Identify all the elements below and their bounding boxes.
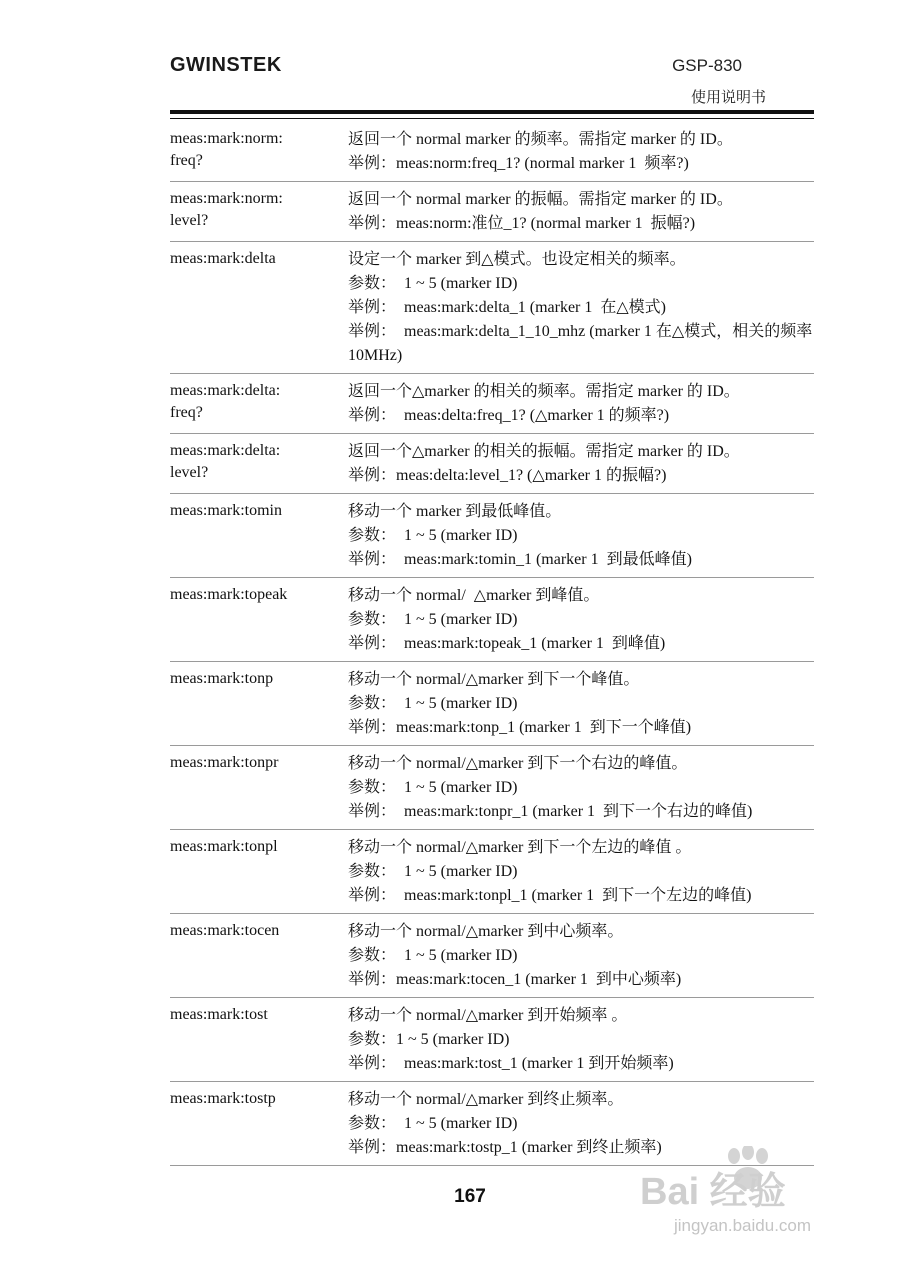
command-description-cell	[348, 242, 817, 374]
baidu-watermark	[640, 1146, 860, 1246]
table-row	[170, 494, 814, 578]
command-description-cell	[348, 374, 814, 434]
table-row	[170, 746, 814, 830]
watermark-url: jingyan.baidu.com	[674, 1216, 812, 1235]
command-description-cell	[348, 746, 814, 830]
command-name-cell	[170, 914, 348, 998]
header-rule-thick	[170, 110, 814, 114]
command-description-line: 移动一个 normal/ △marker 到峰值。	[348, 587, 600, 604]
command-name-cell	[170, 242, 348, 374]
command-description-line: 参数： 1 ~ 5 (marker ID)	[348, 779, 518, 796]
command-name-line: meas:mark:norm:	[170, 130, 283, 147]
command-description-line: 举例： meas:mark:tonpl_1 (marker 1 到下一个左边的峰值)	[348, 887, 752, 904]
command-description-line: 参数： 1 ~ 5 (marker ID)	[348, 947, 518, 964]
command-description-line: 举例：meas:mark:tostp_1 (marker 到终止频率)	[348, 1139, 662, 1156]
brand-logo: GWINSTEK	[170, 54, 282, 76]
command-description-line: 参数： 1 ~ 5 (marker ID)	[348, 863, 518, 880]
table-row	[170, 242, 814, 374]
command-description-line: 举例：meas:mark:tonp_1 (marker 1 到下一个峰值)	[348, 719, 692, 736]
command-description-line: 参数：1 ~ 5 (marker ID)	[348, 1031, 510, 1048]
command-name-cell	[170, 746, 348, 830]
command-description-line: 返回一个 normal marker 的振幅。需指定 marker 的 ID。	[348, 191, 733, 208]
command-description-line: 举例：meas:norm:准位_1? (normal marker 1 振幅?)	[348, 215, 696, 232]
page-number: 167	[454, 1186, 486, 1207]
command-description-line: 举例： meas:delta:freq_1? (△marker 1 的频率?)	[348, 407, 670, 424]
table-row	[170, 374, 814, 434]
command-name-line: meas:mark:tocen	[170, 922, 280, 939]
table-row	[170, 434, 814, 494]
table-row	[170, 830, 814, 914]
command-description-cell	[348, 830, 814, 914]
command-description-line: 返回一个 normal marker 的频率。需指定 marker 的 ID。	[348, 131, 733, 148]
command-name-line: meas:mark:tost	[170, 1006, 268, 1023]
command-table	[170, 122, 817, 1166]
command-description-cell	[348, 434, 814, 494]
command-name-cell	[170, 182, 348, 242]
table-row	[170, 122, 814, 182]
command-name-cell	[170, 494, 348, 578]
command-description-line: 移动一个 normal/△marker 到下一个右边的峰值。	[348, 755, 688, 772]
command-description-line: 举例： meas:mark:topeak_1 (marker 1 到峰值)	[348, 635, 666, 652]
command-name-cell	[170, 998, 348, 1082]
command-description-line: 参数： 1 ~ 5 (marker ID)	[348, 275, 518, 292]
command-name-line: level?	[170, 212, 209, 229]
command-name-cell	[170, 1082, 348, 1166]
command-table-body	[170, 122, 817, 1166]
command-description-line: 举例： meas:mark:tomin_1 (marker 1 到最低峰值)	[348, 551, 692, 568]
command-description-line: 参数： 1 ~ 5 (marker ID)	[348, 1115, 518, 1132]
command-description-line: 移动一个 normal/△marker 到开始频率 。	[348, 1007, 628, 1024]
command-name-line: meas:mark:tonp	[170, 670, 274, 687]
table-row	[170, 182, 814, 242]
command-description-line: 参数： 1 ~ 5 (marker ID)	[348, 611, 518, 628]
command-description-line: 移动一个 marker 到最低峰值。	[348, 503, 562, 520]
command-name-line: meas:mark:tonpr	[170, 754, 279, 771]
command-description-line: 举例： meas:mark:delta_1_10_mhz (marker 1 在△模式，相关的频率 10MHz)	[348, 323, 817, 364]
command-description-line: 举例：meas:delta:level_1? (△marker 1 的振幅?)	[348, 467, 667, 484]
command-description-line: 举例： meas:mark:tonpr_1 (marker 1 到下一个右边的峰值)	[348, 803, 753, 820]
command-name-cell	[170, 434, 348, 494]
command-name-line: meas:mark:delta:	[170, 442, 281, 459]
command-description-line: 移动一个 normal/△marker 到下一个左边的峰值 。	[348, 839, 692, 856]
command-name-line: meas:mark:tonpl	[170, 838, 278, 855]
command-name-line: level?	[170, 464, 209, 481]
table-row	[170, 662, 814, 746]
command-name-line: meas:mark:tomin	[170, 502, 282, 519]
table-row	[170, 998, 814, 1082]
command-name-line: meas:mark:topeak	[170, 586, 288, 603]
command-description-line: 设定一个 marker 到△模式。也设定相关的频率。	[348, 251, 686, 268]
command-description-line: 移动一个 normal/△marker 到下一个峰值。	[348, 671, 640, 688]
table-row	[170, 578, 814, 662]
table-row	[170, 914, 814, 998]
command-description-line: 参数： 1 ~ 5 (marker ID)	[348, 527, 518, 544]
command-description-line: 举例：meas:mark:tocen_1 (marker 1 到中心频率)	[348, 971, 682, 988]
command-name-line: freq?	[170, 404, 203, 421]
command-description-line: 参数： 1 ~ 5 (marker ID)	[348, 695, 518, 712]
command-description-line: 移动一个 normal/△marker 到中心频率。	[348, 923, 624, 940]
command-description-line: 返回一个△marker 的相关的振幅。需指定 marker 的 ID。	[348, 443, 740, 460]
command-description-cell	[348, 494, 814, 578]
header-rule-thin	[170, 118, 814, 119]
model-name: GSP-830	[672, 56, 742, 75]
command-name-line: meas:mark:delta:	[170, 382, 281, 399]
command-description-line: 举例：meas:norm:freq_1? (normal marker 1 频率?)	[348, 155, 689, 172]
command-description-cell	[348, 182, 814, 242]
command-name-cell	[170, 374, 348, 434]
command-name-cell	[170, 830, 348, 914]
command-description-cell	[348, 578, 814, 662]
command-description-cell	[348, 662, 814, 746]
command-name-line: meas:mark:tostp	[170, 1090, 276, 1107]
command-name-cell	[170, 578, 348, 662]
command-description-line: 举例： meas:mark:delta_1 (marker 1 在△模式)	[348, 299, 667, 316]
command-description-cell	[348, 998, 814, 1082]
command-name-cell	[170, 122, 348, 182]
command-name-line: freq?	[170, 152, 203, 169]
command-name-line: meas:mark:norm:	[170, 190, 283, 207]
watermark-logo-text: Bai 经验	[640, 1171, 786, 1213]
command-description-cell	[348, 122, 814, 182]
command-description-line: 举例： meas:mark:tost_1 (marker 1 到开始频率)	[348, 1055, 674, 1072]
command-description-line: 返回一个△marker 的相关的频率。需指定 marker 的 ID。	[348, 383, 740, 400]
command-description-line: 移动一个 normal/△marker 到终止频率。	[348, 1091, 624, 1108]
manual-title: 使用说明书	[690, 88, 766, 106]
command-description-cell	[348, 914, 814, 998]
command-name-cell	[170, 662, 348, 746]
command-name-line: meas:mark:delta	[170, 250, 276, 267]
